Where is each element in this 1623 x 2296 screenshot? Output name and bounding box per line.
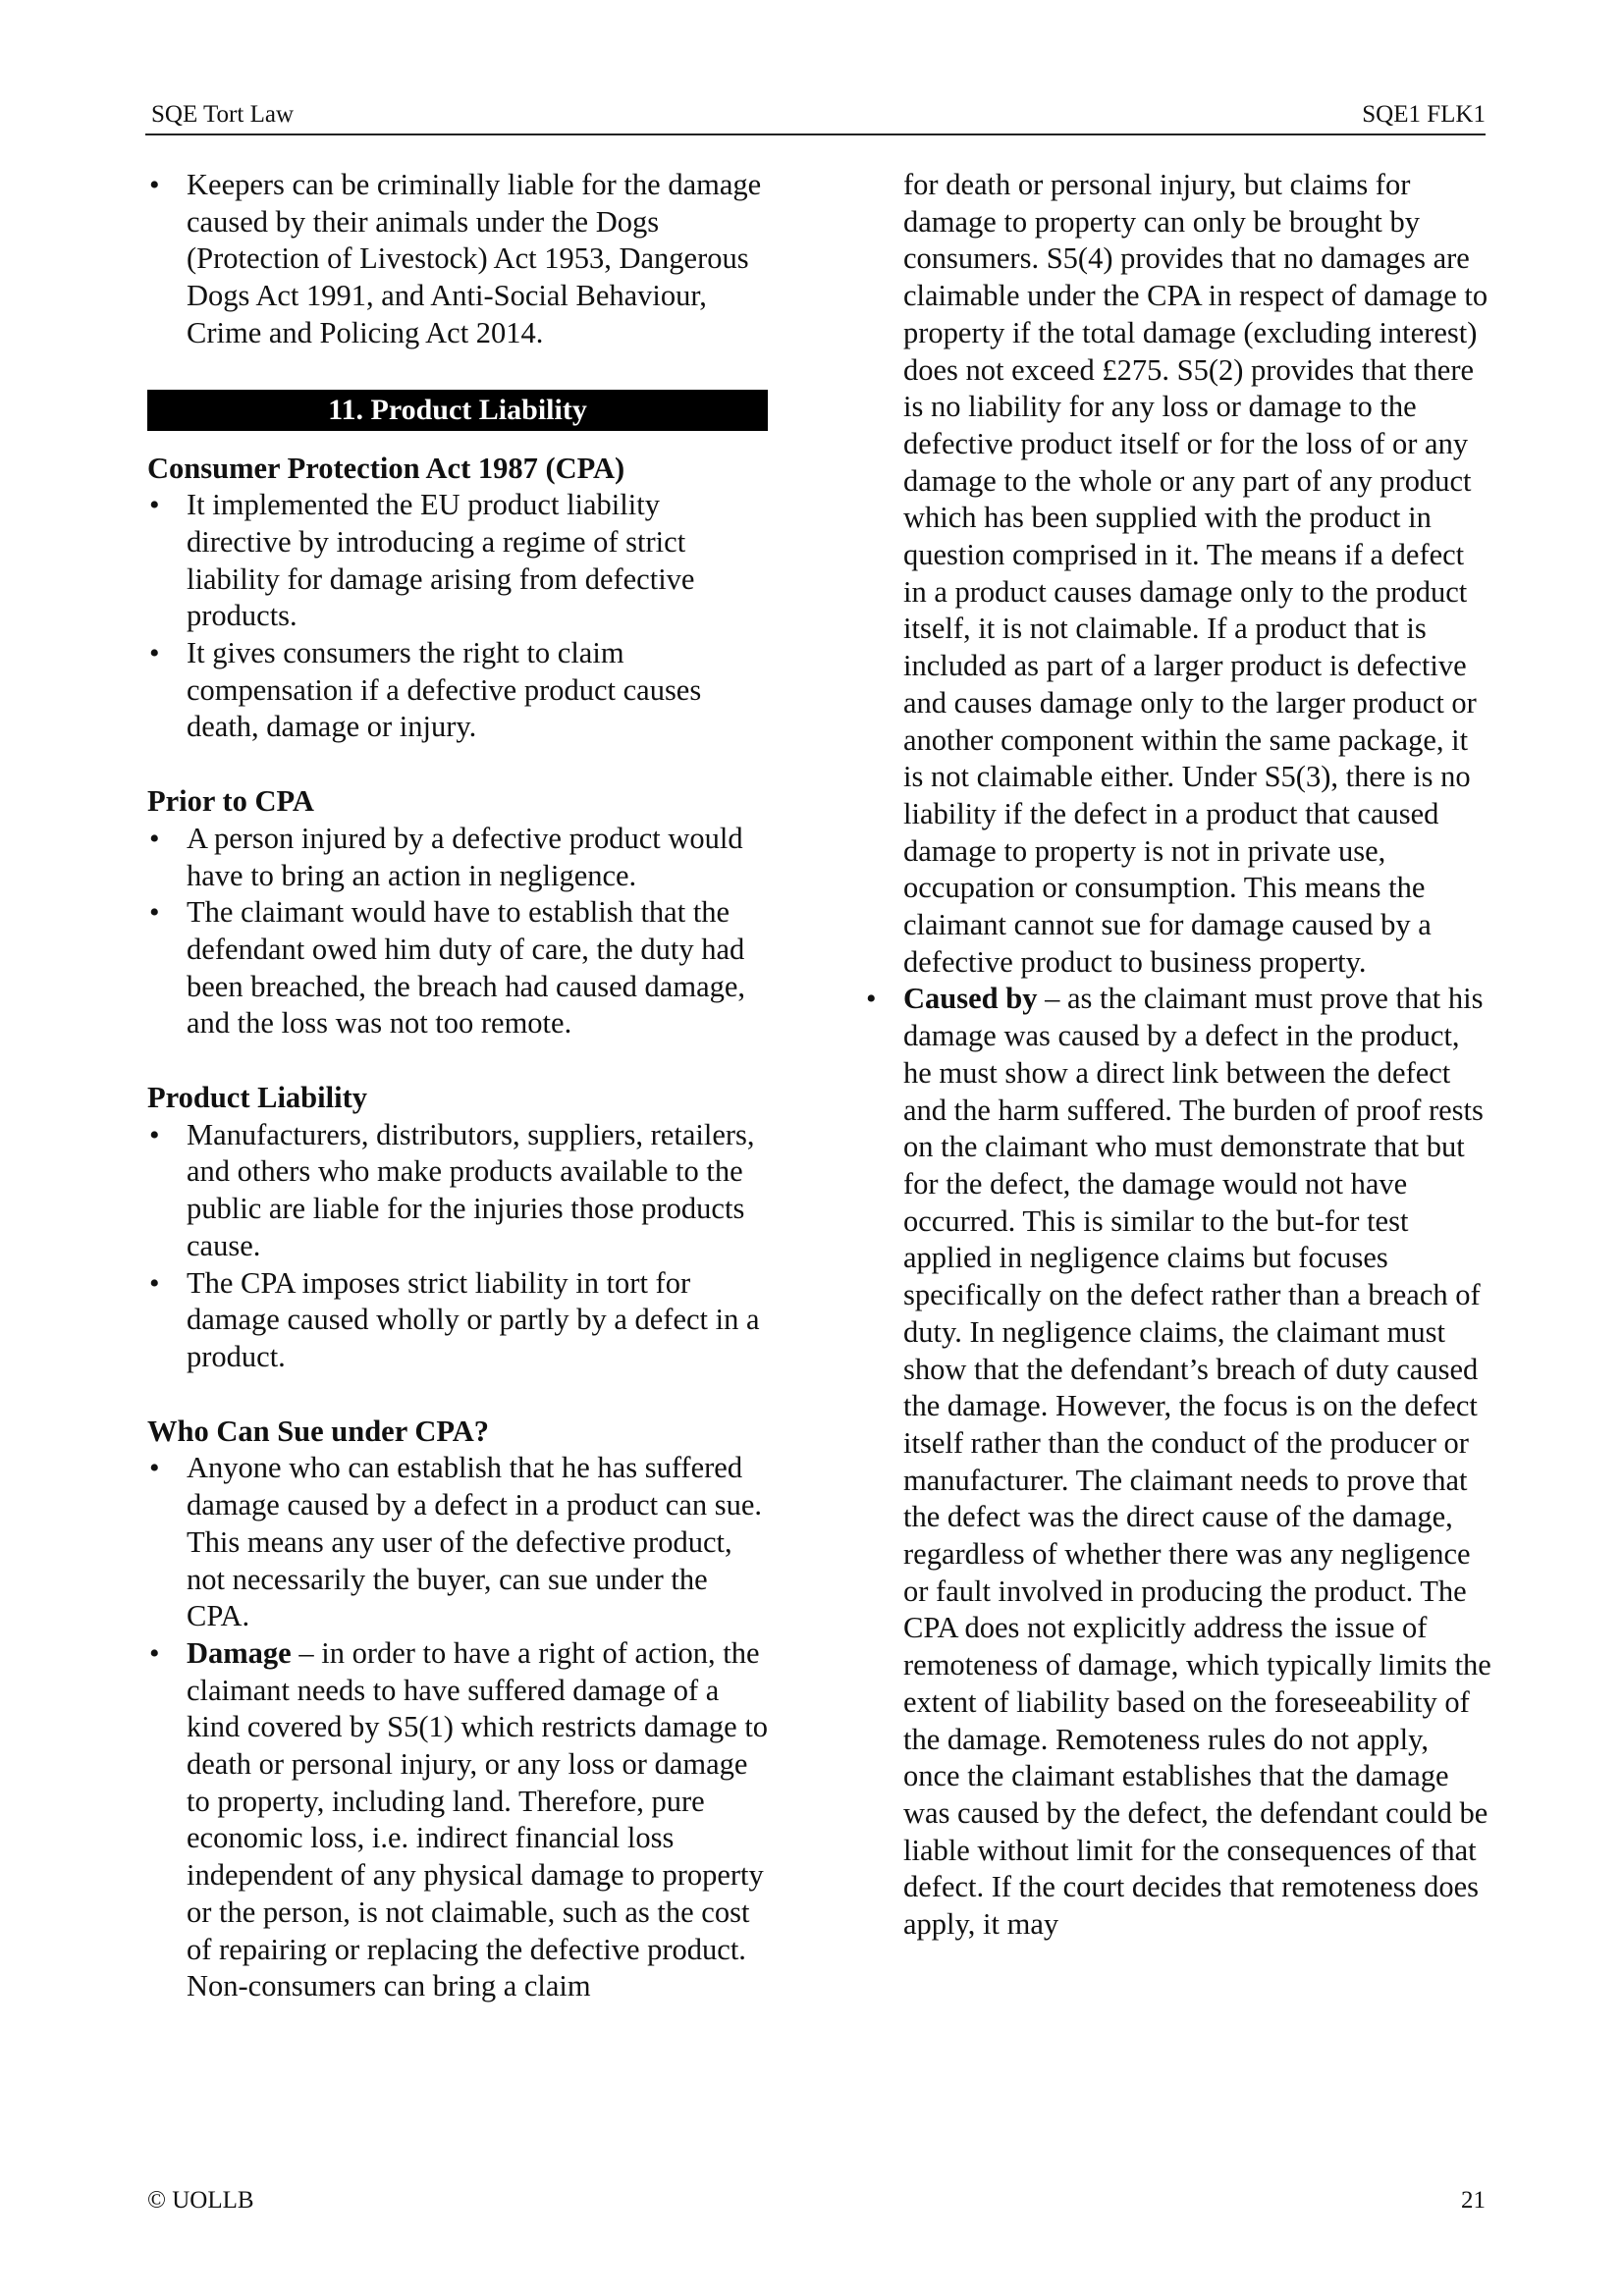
subheading-who-can-sue: Who Can Sue under CPA?: [147, 1414, 489, 1448]
list-item: • The claimant would have to establish that the defendant owed him duty of care, the duty had been breached, the breach had caused damage, and the loss was not too remote.: [149, 895, 746, 1041]
list-item: • Anyone who can establish that he has suffered damage caused by a defect in a product can sue. This means any user of the defective product, not necessarily the buyer, can sue under the CPA.: [149, 1451, 763, 1633]
list-item-damage: • Damage – in order to have a right of action, the claimant needs to have suffered damage of a kind covered by S5(1) which restricts damage to death or personal injury, or any loss or damage to property, including land. Therefore, pure economic loss, i.e. indirect financial loss independent of any physical damage to property or the person, is not claimable, such as the cost of repairing or replacing the defective product. Non-consumers can bring a claim: [149, 1635, 769, 2003]
bullet-icon: •: [149, 169, 160, 201]
bullet-icon: •: [149, 1118, 160, 1151]
intro-bullet-list: [147, 167, 771, 352]
list-item: • Manufacturers, distributors, suppliers, retailers, and others who make products available to the public are liable for the injuries those products cause.: [149, 1117, 755, 1262]
damage-continuation-paragraph: for death or personal injury, but claims for damage to property can only be brought by consumers. S5(4) provides that no damages are claimable under the CPA in respect of damage to property if the total damage (excluding interest) does not exceed £275. S5(2) provides that there is no liability for any loss or damage to the defective product itself or for the loss of or any damage to the whole or any part of any product which has been supplied with the product in question comprised in it. The means if a defect in a product causes damage only to the product itself, it is not claimable. If a product that is included as part of a larger product is defective and causes damage only to the larger product or another component within the same package, it is not claimable either. Under S5(3), there is no liability if the defect in a product that caused damage to property is not in private use, occupation or consumption. This means the claimant cannot sue for damage caused by a defective product to business property.: [903, 168, 1488, 979]
copyright-notice: © UOLLB: [147, 2187, 254, 2214]
prior-bullet-list: [147, 821, 771, 1042]
list-item: • Keepers can be criminally liable for the damage caused by their animals under the Dogs (Protection of Livestock) Act 1953, Dangerous Dogs Act 1991, and Anti-Social Behaviour, Crime and Policing Act 2014.: [149, 168, 762, 349]
list-item: • A person injured by a defective product would have to bring an action in negligence.: [149, 821, 743, 892]
who-can-sue-bullet-list: [147, 1450, 771, 2005]
page-header: [145, 98, 1486, 135]
list-item: • The CPA imposes strict liability in tort for damage caused wholly or partly by a defect in a product.: [149, 1265, 760, 1373]
bullet-icon: •: [149, 896, 160, 930]
page-footer: [147, 2184, 1486, 2217]
bullet-icon: •: [149, 822, 160, 855]
caused-by-term: Caused by: [903, 982, 1038, 1016]
section-title: 11. Product Liability: [147, 390, 768, 431]
caused-by-bullet-list: [864, 981, 1492, 1943]
subheading-product-liability: Product Liability: [147, 1081, 367, 1115]
subheading-prior-to-cpa: Prior to CPA: [147, 784, 314, 819]
bullet-icon: •: [149, 1636, 160, 1670]
list-item-caused-by: • Caused by – as the claimant must prove that his damage was caused by a defect in the product, he must show a direct link between the defect and the harm suffered. The burden of proof rests on the claimant who must demonstrate that but for the defect, the damage would not have occurred. This is similar to the but-for test applied in negligence claims but focuses specifically on the defect rather than a breach of duty. In negligence claims, the claimant must show that the defendant’s breach of duty caused the damage. However, the focus is on the defect itself rather than the conduct of the producer or manufacturer. The claimant needs to prove that the defect was the direct cause of the damage, regardless of whether there was any negligence or fault involved in producing the product. The CPA does not explicitly address the issue of remoteness of damage, which typically limits the extent of liability based on the foreseeability of the damage. Remoteness rules do not apply, once the claimant establishes that the damage was caused by the defect, the defendant could be liable without limit for the consequences of that defect. If the court decides that remoteness does apply, it may: [866, 982, 1491, 1942]
bullet-icon: •: [149, 1266, 160, 1300]
list-item: • It gives consumers the right to claim compensation if a defective product causes death, damage or injury.: [149, 636, 702, 744]
left-column: [147, 167, 771, 2005]
right-column: [864, 167, 1492, 1944]
subheading-cpa: Consumer Protection Act 1987 (CPA): [147, 451, 625, 485]
bullet-icon: •: [149, 637, 160, 670]
list-item: • It implemented the EU product liability directive by introducing a regime of strict liability for damage arising from defective products.: [149, 488, 695, 633]
header-title: SQE Tort Law: [151, 101, 294, 128]
header-module-code: SQE1 FLK1: [1362, 101, 1486, 128]
cpa-bullet-list: [147, 487, 771, 746]
product-liability-bullet-list: [147, 1117, 771, 1376]
damage-term: Damage: [187, 1635, 292, 1670]
page-number: 21: [1461, 2187, 1486, 2214]
bullet-icon: •: [149, 489, 160, 522]
bullet-icon: •: [866, 983, 877, 1016]
bullet-icon: •: [149, 1452, 160, 1485]
